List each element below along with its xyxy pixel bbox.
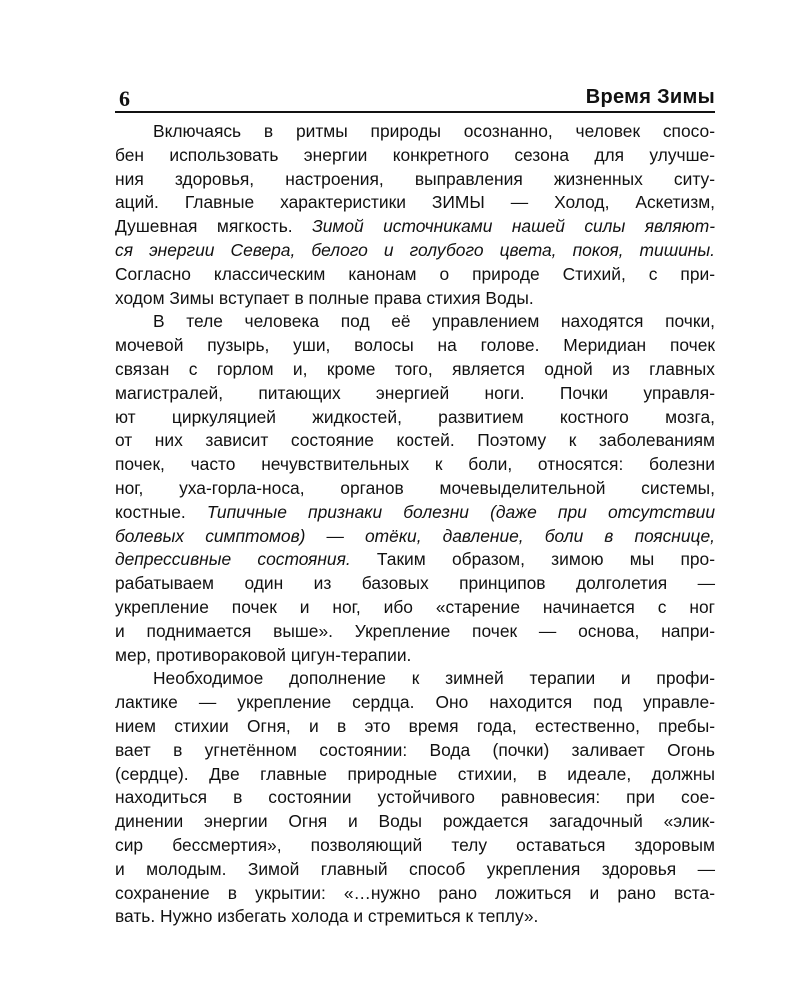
- page-number: 6: [119, 86, 130, 111]
- text-line: магистралей, питающих энергией ноги. Почки управля-: [115, 382, 715, 403]
- text-line: почек, часто нечувствительных к боли, относятся: болезни: [115, 454, 715, 475]
- paragraph-2: [115, 310, 715, 667]
- text-line: сир бессмертия», позволяющий телу оставаться здоровым: [115, 834, 715, 855]
- text-line: ся энергии Севера, белого и голубого цвета, покоя, тишины.: [115, 239, 715, 260]
- italic-segment: депрессивные состояния.: [115, 549, 351, 570]
- text-segment: Таким образом, зимою мы про-: [350, 549, 715, 570]
- text-line: от них зависит состояние костей. Поэтому к заболеваниям: [115, 430, 715, 451]
- text-line: [115, 548, 715, 572]
- text-line: лактике — укрепление сердца. Оно находится под управле-: [115, 692, 715, 713]
- text-segment: Душевная мягкость.: [115, 216, 313, 237]
- text-line: вает в угнетённом состоянии: Вода (почки) заливает Огонь: [115, 739, 715, 760]
- text-line: нием стихии Огня, и в это время года, естественно, пребы-: [115, 715, 715, 736]
- text-line: Согласно классическим канонам о природе Стихий, с при-: [115, 263, 715, 284]
- text-line: Включаясь в ритмы природы осознанно, человек спосо-: [153, 121, 715, 141]
- text-line: ходом Зимы вступает в полные права стихия Воды.: [115, 287, 534, 308]
- text-line: Необходимое дополнение к зимней терапии и профи-: [153, 668, 715, 689]
- text-line: и поднимается выше». Укрепление почек — основа, напри-: [115, 620, 715, 641]
- text-line: динении энергии Огня и Воды рождается загадочный «элик-: [115, 811, 715, 832]
- text-line: ют циркуляцией жидкостей, развитием костного мозга,: [115, 406, 715, 427]
- chapter-title: Время Зимы: [585, 86, 715, 108]
- text-line: В теле человека под её управлением находятся почки,: [153, 311, 715, 332]
- text-line: ног, уха-горла-носа, органов мочевыделительной системы,: [115, 477, 715, 498]
- text-line: болевых симптомов) — отёки, давление, боли в пояснице,: [115, 525, 715, 546]
- text-line: сохранение в укрытии: «…нужно рано ложиться и рано вста-: [115, 882, 715, 903]
- text-line: аций. Главные характеристики ЗИМЫ — Холод, Аскетизм,: [115, 192, 715, 213]
- text-line: мочевой пузырь, уши, волосы на голове. Меридиан почек: [115, 335, 715, 356]
- text-line: [115, 501, 715, 525]
- italic-segment: Зимой источниками нашей силы являют-: [312, 216, 715, 237]
- text-line: находиться в состоянии устойчивого равновесия: при сое-: [115, 787, 715, 808]
- text-line: мер, противораковой цигун-терапии.: [115, 644, 412, 665]
- text-line: ния здоровья, настроения, выправления жизненных ситу-: [115, 168, 715, 189]
- text-line: (сердце). Две главные природные стихии, в идеале, должны: [115, 763, 715, 784]
- page-header: [115, 84, 715, 112]
- paragraph-1: [115, 120, 715, 310]
- text-line: и молодым. Зимой главный способ укрепления здоровья —: [115, 858, 715, 879]
- text-line: бен использовать энергии конкретного сезона для улучше-: [115, 144, 715, 165]
- italic-segment: Типичные признаки болезни (даже при отсутствии: [206, 501, 715, 522]
- text-line: вать. Нужно избегать холода и стремиться к теплу».: [115, 906, 539, 927]
- text-line: [115, 215, 715, 239]
- text-line: рабатываем один из базовых принципов долголетия —: [115, 573, 715, 594]
- text-body: [115, 120, 715, 929]
- text-line: укрепление почек и ног, ибо «старение начинается с ног: [115, 596, 715, 617]
- text-segment: костные.: [115, 501, 207, 522]
- header-rule: [115, 111, 715, 113]
- text-line: связан с горлом и, кроме того, является одной из главных: [115, 358, 715, 379]
- paragraph-3: [115, 667, 715, 929]
